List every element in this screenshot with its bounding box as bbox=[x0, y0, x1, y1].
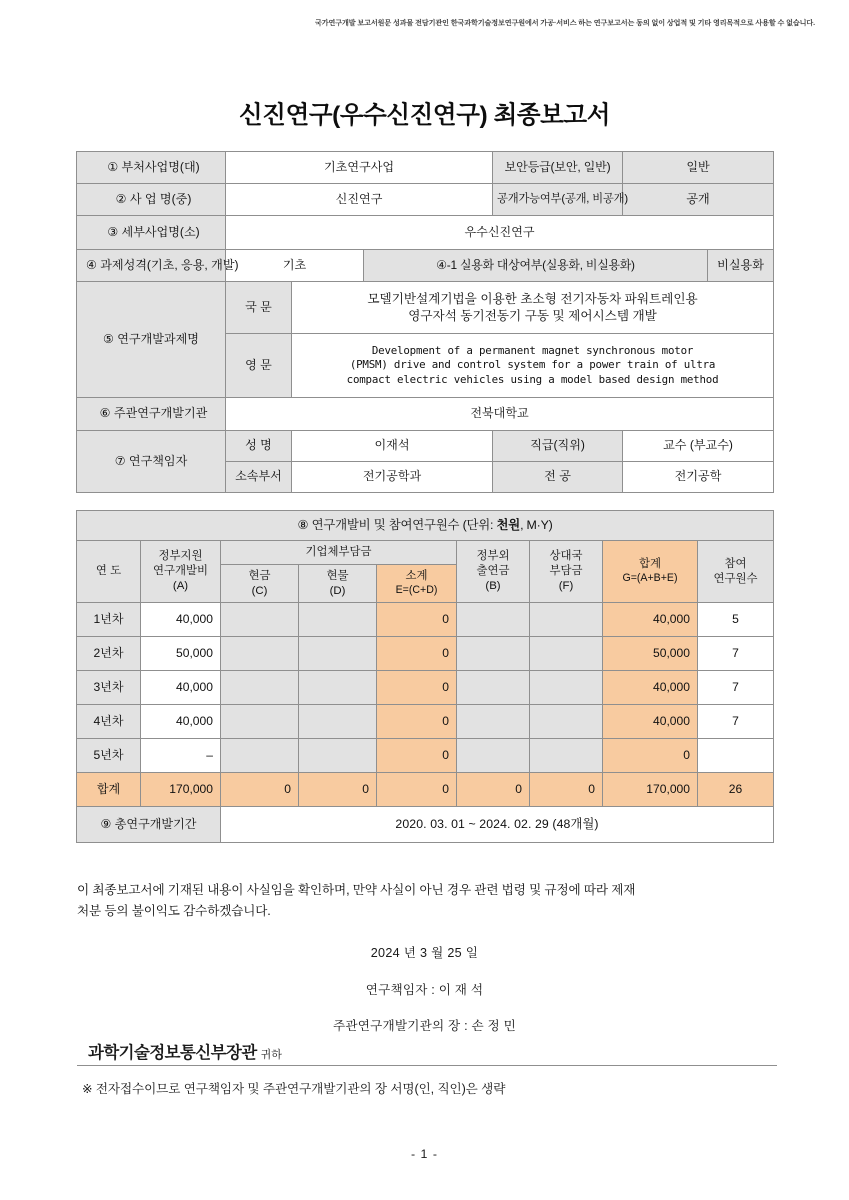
budget-cash bbox=[221, 739, 299, 773]
budget-total-researchers: 26 bbox=[698, 773, 774, 807]
budget-nongov bbox=[457, 739, 530, 773]
table-row bbox=[77, 152, 774, 184]
table-row bbox=[77, 216, 774, 250]
table-row bbox=[77, 705, 774, 739]
footnote: ※ 전자접수이므로 연구책임자 및 주관연구개발기관의 장 서명(인, 직인)은 생략 bbox=[82, 1082, 506, 1096]
budget-nongov bbox=[457, 637, 530, 671]
budget-caption-pre: ⑧ 연구개발비 및 참여연구원수 (단위: bbox=[297, 518, 497, 533]
period-label: ⑨ 총연구개발기간 bbox=[77, 807, 221, 843]
partner-line3: (F) bbox=[558, 579, 574, 592]
budget-nongov bbox=[457, 671, 530, 705]
pi-dept-label: 소속부서 bbox=[226, 462, 292, 493]
col-header-researchers bbox=[698, 541, 774, 603]
project-type-label: ④ 과제성격(기초, 응용, 개발) bbox=[77, 250, 226, 282]
col-header-gov-fund bbox=[141, 541, 221, 603]
page-number: - 1 - bbox=[410, 1147, 439, 1161]
budget-total-partner: 0 bbox=[530, 773, 603, 807]
col-header-partner bbox=[530, 541, 603, 603]
budget-researchers: 7 bbox=[698, 671, 774, 705]
commercialization-label: ④-1 실용화 대상여부(실용화, 비실용화) bbox=[364, 250, 708, 282]
gov-fund-line2: 연구개발비 bbox=[152, 565, 209, 578]
total-line1: 합계 bbox=[638, 558, 661, 571]
budget-table bbox=[76, 510, 774, 843]
table-row bbox=[77, 807, 774, 843]
budget-cash bbox=[221, 603, 299, 637]
gov-fund-line1: 정부지원 bbox=[158, 550, 203, 563]
budget-partner bbox=[530, 739, 603, 773]
security-level-value: 일반 bbox=[623, 152, 774, 184]
budget-year: 4년차 bbox=[77, 705, 141, 739]
budget-cash bbox=[221, 705, 299, 739]
col-header-corporate-group: 기업체부담금 bbox=[221, 541, 457, 565]
researchers-line2: 연구원수 bbox=[713, 572, 758, 585]
program-name-label: ② 사 업 명(중) bbox=[77, 184, 226, 216]
table-row bbox=[77, 541, 774, 565]
addressee-title: 과학기술정보통신부장관 bbox=[88, 1044, 257, 1062]
project-title-label: ⑤ 연구개발과제명 bbox=[77, 282, 226, 398]
budget-year: 1년차 bbox=[77, 603, 141, 637]
table-row bbox=[77, 511, 774, 541]
ministry-program-value: 기초연구사업 bbox=[226, 152, 493, 184]
budget-cash bbox=[221, 671, 299, 705]
total-line2: G=(A+B+E) bbox=[622, 572, 678, 585]
budget-partner bbox=[530, 603, 603, 637]
addressee bbox=[88, 1039, 282, 1063]
budget-total-cash: 0 bbox=[221, 773, 299, 807]
budget-gov-fund: 40,000 bbox=[141, 671, 221, 705]
table-row bbox=[77, 250, 774, 282]
page-title: 신진연구(우수신진연구) 최종보고서 bbox=[239, 102, 610, 129]
project-title-en-line1: Development of a permanent magnet synchronous motor bbox=[371, 344, 694, 358]
budget-total: 0 bbox=[603, 739, 698, 773]
cash-line2: (C) bbox=[251, 584, 268, 597]
project-type-value: 기초 bbox=[226, 250, 364, 282]
budget-subtotal: 0 bbox=[377, 739, 457, 773]
period-value: 2020. 03. 01 ~ 2024. 02. 29 (48개월) bbox=[221, 807, 774, 843]
pi-name-value: 이재석 bbox=[292, 431, 493, 462]
host-institution-value: 전북대학교 bbox=[226, 398, 774, 431]
budget-nongov bbox=[457, 603, 530, 637]
project-title-ko-line1: 모델기반설계기법을 이용한 초소형 전기자동차 파워트레인용 bbox=[367, 291, 698, 306]
signature-org-head: 주관연구개발기관의 장 : 손 정 민 bbox=[333, 1019, 516, 1033]
budget-researchers: 5 bbox=[698, 603, 774, 637]
budget-cash bbox=[221, 637, 299, 671]
budget-year: 2년차 bbox=[77, 637, 141, 671]
pi-label: ⑦ 연구책임자 bbox=[77, 431, 226, 493]
budget-total-sum: 170,000 bbox=[603, 773, 698, 807]
addressee-honorific: 귀하 bbox=[260, 1049, 282, 1061]
budget-inkind bbox=[299, 603, 377, 637]
project-title-en-value bbox=[292, 334, 774, 398]
project-title-en-label: 영 문 bbox=[226, 334, 292, 398]
budget-subtotal: 0 bbox=[377, 671, 457, 705]
pi-position-value: 교수 (부교수) bbox=[623, 431, 774, 462]
budget-researchers: 7 bbox=[698, 705, 774, 739]
budget-caption-unit: 천원 bbox=[496, 518, 521, 533]
budget-total: 40,000 bbox=[603, 603, 698, 637]
security-level-label: 보안등급(보안, 일반) bbox=[493, 152, 623, 184]
col-header-nongov bbox=[457, 541, 530, 603]
budget-total-gov-fund: 170,000 bbox=[141, 773, 221, 807]
table-row bbox=[77, 282, 774, 334]
budget-researchers bbox=[698, 739, 774, 773]
budget-total-subtotal: 0 bbox=[377, 773, 457, 807]
program-name-value: 신진연구 bbox=[226, 184, 493, 216]
budget-total: 40,000 bbox=[603, 671, 698, 705]
host-institution-label: ⑥ 주관연구개발기관 bbox=[77, 398, 226, 431]
inkind-line1: 현물 bbox=[326, 569, 349, 582]
budget-gov-fund: 40,000 bbox=[141, 603, 221, 637]
budget-partner bbox=[530, 671, 603, 705]
table-row bbox=[77, 603, 774, 637]
budget-year: 5년차 bbox=[77, 739, 141, 773]
copyright-notice: 국가연구개발 보고서원문 성과물 전담기관인 한국과학기술정보연구원에서 가공·서비스 하는 연구보고서는 동의 없이 상업적 및 기타 영리목적으로 사용할 수 없습니다. bbox=[315, 19, 815, 27]
table-row bbox=[77, 431, 774, 462]
partner-line1: 상대국 bbox=[549, 550, 583, 563]
col-header-cash bbox=[221, 565, 299, 603]
budget-inkind bbox=[299, 671, 377, 705]
col-header-total bbox=[603, 541, 698, 603]
col-header-year: 연 도 bbox=[77, 541, 141, 603]
budget-inkind bbox=[299, 705, 377, 739]
budget-total-nongov: 0 bbox=[457, 773, 530, 807]
pi-name-label: 성 명 bbox=[226, 431, 292, 462]
gov-fund-line3: (A) bbox=[172, 579, 189, 592]
table-row bbox=[77, 184, 774, 216]
budget-nongov bbox=[457, 705, 530, 739]
inkind-line2: (D) bbox=[329, 584, 346, 597]
confirmation-statement bbox=[77, 880, 777, 922]
project-title-en-line2: (PMSM) drive and control system for a power train of ultra bbox=[349, 358, 716, 372]
budget-inkind bbox=[299, 637, 377, 671]
signature-date: 2024 년 3 월 25 일 bbox=[370, 946, 479, 960]
budget-total-label: 합계 bbox=[77, 773, 141, 807]
project-title-ko-line2: 영구자석 동기전동기 구동 및 제어시스템 개발 bbox=[408, 308, 657, 323]
partner-line2: 부담금 bbox=[549, 565, 583, 578]
disclosure-value: 공개 bbox=[623, 184, 774, 216]
subtotal-line2: E=(C+D) bbox=[395, 584, 438, 597]
budget-subtotal: 0 bbox=[377, 705, 457, 739]
budget-caption bbox=[77, 511, 774, 541]
pi-major-label: 전 공 bbox=[493, 462, 623, 493]
budget-total: 40,000 bbox=[603, 705, 698, 739]
budget-gov-fund: 40,000 bbox=[141, 705, 221, 739]
subtotal-line1: 소계 bbox=[405, 570, 428, 583]
divider bbox=[77, 1065, 777, 1066]
researchers-line1: 참여 bbox=[724, 557, 747, 570]
budget-subtotal: 0 bbox=[377, 603, 457, 637]
nongov-line3: (B) bbox=[485, 579, 501, 592]
cash-line1: 현금 bbox=[248, 569, 271, 582]
budget-caption-post: , M·Y) bbox=[520, 518, 553, 533]
project-title-en-line3: compact electric vehicles using a model based design method bbox=[346, 372, 719, 386]
budget-rows bbox=[77, 603, 774, 807]
budget-subtotal: 0 bbox=[377, 637, 457, 671]
budget-partner bbox=[530, 705, 603, 739]
col-header-subtotal bbox=[377, 565, 457, 603]
statement-line-1: 이 최종보고서에 기재된 내용이 사실임을 확인하며, 만약 사실이 아닌 경우 관련 법령 및 규정에 따라 제재 bbox=[77, 883, 636, 897]
statement-line-2: 처분 등의 불이익도 감수하겠습니다. bbox=[77, 903, 271, 918]
sub-program-label: ③ 세부사업명(소) bbox=[77, 216, 226, 250]
table-row bbox=[77, 398, 774, 431]
budget-year: 3년차 bbox=[77, 671, 141, 705]
budget-total-inkind: 0 bbox=[299, 773, 377, 807]
sub-program-value: 우수신진연구 bbox=[226, 216, 774, 250]
table-row bbox=[77, 637, 774, 671]
budget-gov-fund: 50,000 bbox=[141, 637, 221, 671]
project-info-table bbox=[76, 151, 774, 493]
col-header-inkind bbox=[299, 565, 377, 603]
pi-position-label: 직급(직위) bbox=[493, 431, 623, 462]
budget-partner bbox=[530, 637, 603, 671]
table-row-total bbox=[77, 773, 774, 807]
ministry-program-label: ① 부처사업명(대) bbox=[77, 152, 226, 184]
budget-total: 50,000 bbox=[603, 637, 698, 671]
project-title-ko-value bbox=[292, 282, 774, 334]
budget-researchers: 7 bbox=[698, 637, 774, 671]
budget-inkind bbox=[299, 739, 377, 773]
nongov-line2: 출연금 bbox=[476, 565, 510, 578]
nongov-line1: 정부외 bbox=[476, 550, 510, 563]
commercialization-value: 비실용화 bbox=[708, 250, 774, 282]
project-title-ko-label: 국 문 bbox=[226, 282, 292, 334]
signature-pi: 연구책임자 : 이 재 석 bbox=[365, 983, 484, 997]
disclosure-label: 공개가능여부(공개, 비공개) bbox=[493, 184, 623, 216]
pi-dept-value: 전기공학과 bbox=[292, 462, 493, 493]
budget-gov-fund: – bbox=[141, 739, 221, 773]
pi-major-value: 전기공학 bbox=[623, 462, 774, 493]
table-row bbox=[77, 739, 774, 773]
table-row bbox=[77, 671, 774, 705]
